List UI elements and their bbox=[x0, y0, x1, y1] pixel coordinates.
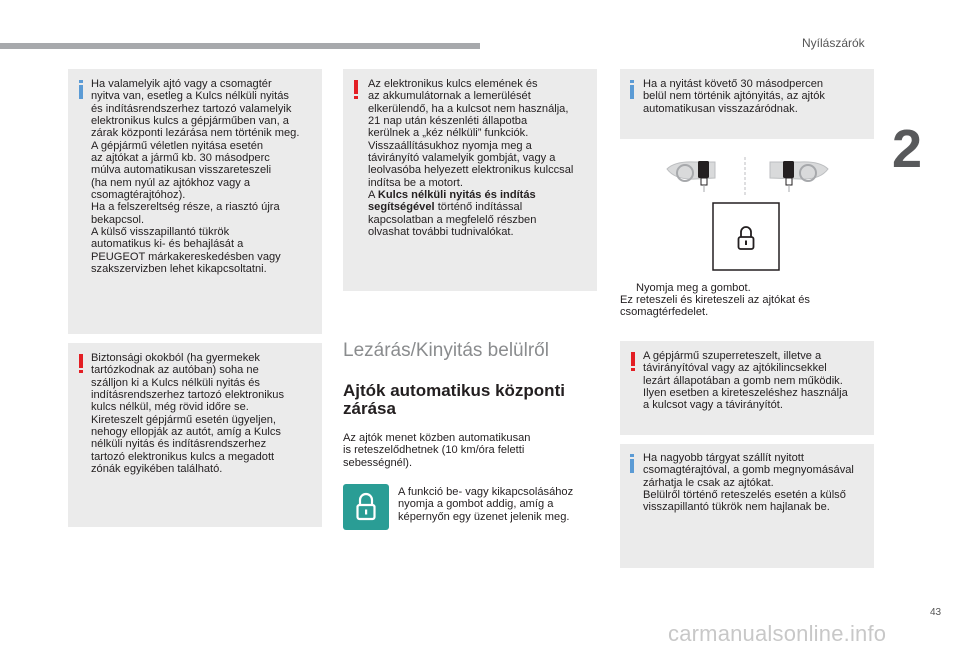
warning-text-2: Az elektronikus kulcs elemének és az akkumulátornak a lemerülését elkerülendő, ha a kulcsot nem használja, 21 nap után készenléti állapotba kerülnek a „kéz nélküli” funkciók. Visszaállításukhoz nyomja meg a távirányító valamelyik gombját, vagy a leolvasóba helyezett elektronikus kulccsal indítsa be a motort. A Kulcs nélküli nyitás és indítás segítségével történő indítással kapcsolatban a megfelelő részben olvashat további tudnivalókat. bbox=[368, 78, 574, 239]
info-text-2: Ha a nyitást követő 30 másodpercen belül nem történik ajtónyitás, az ajtók automatikusan visszazáródnak. bbox=[643, 78, 825, 115]
section-title: Lezárás/Kinyitás belülről bbox=[343, 340, 549, 361]
info-text-1: Ha valamelyik ajtó vagy a csomagtér nyitva van, esetleg a Kulcs nélküli nyitás és indításrendszerhez tartozó valamelyik elektronikus kulcs a gépjárműben van, a zárak központi lezárása nem történik meg. A gépjármű véletlen nyitása esetén az ajtókat a jármű kb. 30 másodperc múlva automatikusan visszareteszeli (ha nem nyúl az ajtókhoz vagy a csomagtérajtóhoz). Ha a felszereltség része, a riasztó újra bekapcsol. A külső visszapillantó tükrök automatikus ki- és behajlását a PEUGEOT márkakereskedésben vagy szakszervizben lehet kikapcsoltatni. bbox=[91, 78, 300, 276]
lock-button-icon bbox=[698, 161, 709, 178]
central-lock-button-image bbox=[343, 484, 389, 530]
lock-button-closeup bbox=[713, 203, 779, 270]
top-rule bbox=[0, 43, 480, 49]
padlock-icon bbox=[343, 484, 389, 530]
warning-text-3: A gépjármű szuperreteszelt, illetve a távirányítóval vagy az ajtókilincsekkel lezárt állapotában a gomb nem működik. Ilyen esetben a kireteszeléshez használja a kulcsot vagy a távirányítót. bbox=[643, 350, 848, 412]
warning-text-1: Biztonsági okokból (ha gyermekek tartózkodnak az autóban) soha ne szálljon ki a Kulcs nélküli nyitás és indításrendszerhez tartozó elektronikus kulcs nélkül, még rövid időre se. Kireteszelt gépjármű esetén ügyeljen, nehogy ellopják az autót, amíg a Kulcs nélküli nyitás és indításrendszerhez tartozó elektronikus kulcs a megadott zónák egyikében található. bbox=[91, 352, 285, 476]
lock-button-text: A funkció be- vagy kikapcsolásához nyomja a gombot addig, amíg a képernyőn egy üzenet jelenik meg. bbox=[398, 486, 574, 523]
info-text-3: Ha nagyobb tárgyat szállít nyitott csomagtérajtóval, a gomb megnyomásával zárhatja le csak az ajtókat. Belülről történő reteszelés esetén a külső visszapillantó tükrök nem hajlanak be. bbox=[643, 452, 854, 514]
lock-button-icon bbox=[783, 161, 794, 178]
sub-title: Ajtók automatikus központi zárása bbox=[343, 381, 565, 418]
right-drive-dashboard bbox=[770, 161, 828, 192]
watermark: carmanualsonline.info bbox=[668, 621, 887, 646]
left-drive-dashboard bbox=[667, 161, 715, 192]
instruction-result: Ez reteszeli és kireteszeli az ajtókat és csomagtérfedelet. bbox=[620, 294, 810, 319]
body-text: Az ajtók menet közben automatikusan is reteszelődhetnek (10 km/óra feletti sebességnél). bbox=[343, 432, 531, 469]
instruction-bullet: Nyomja meg a gombot. bbox=[636, 282, 751, 294]
chapter-number: 2 bbox=[892, 119, 923, 179]
page-number: 43 bbox=[930, 607, 942, 618]
dashboard-illustration bbox=[665, 155, 830, 273]
section-label: Nyílászárók bbox=[802, 36, 865, 50]
